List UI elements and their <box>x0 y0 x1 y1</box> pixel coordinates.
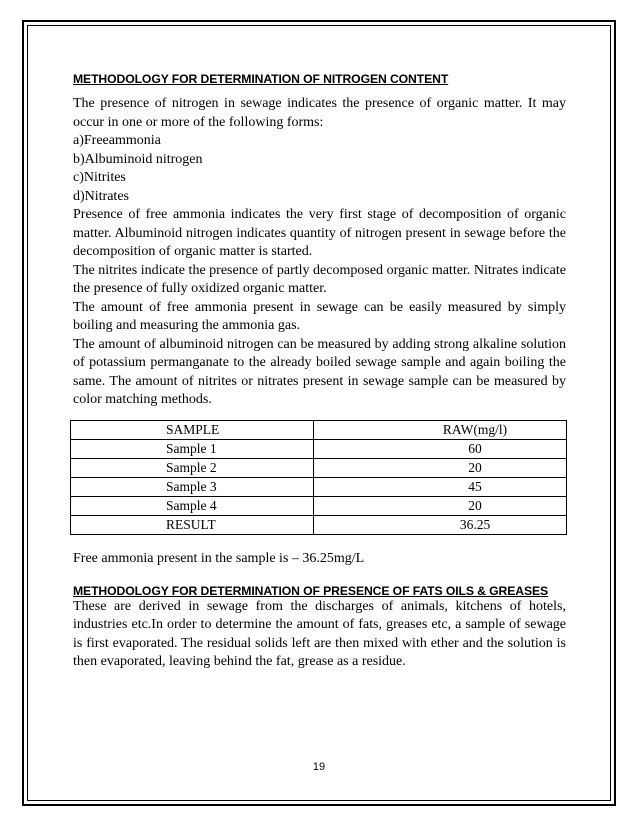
nitrites-paragraph: The nitrites indicate the presence of partly decomposed organic matter. Nitrates indicate the presence of fully oxidized organic matter. <box>73 262 566 296</box>
table-row <box>71 439 567 458</box>
albuminoid-measure-paragraph: The amount of albuminoid nitrogen can be measured by adding strong alkaline solution of potassium permanganate to the already boiled sewage sample and again boiling the same. The amount of nitrites or nitrates present in sewage sample can be measured by color matching methods. <box>73 336 566 407</box>
table-row <box>71 515 567 534</box>
table-row <box>71 458 567 477</box>
list-item: a)Freeammonia <box>73 133 161 148</box>
table-cell: Sample 2 <box>71 458 314 477</box>
fats-paragraph: These are derived in sewage from the discharges of animals, kitchens of hotels, industries etc.In order to determine the amount of fats, greases etc, a sample of sewage is first evaporated. The residual solids left are then mixed with ether and the solution is then evaporated, leaving behind the fat, grease as a residue. <box>73 598 566 669</box>
table-cell: 20 <box>314 458 567 477</box>
intro-paragraph: The presence of nitrogen in sewage indicates the presence of organic matter. It may occur in one or more of the following forms: <box>73 96 566 130</box>
page-number: 19 <box>312 761 326 773</box>
table-cell: Sample 1 <box>71 439 314 458</box>
list-item: d)Nitrates <box>73 188 129 204</box>
result-statement: Free ammonia present in the sample is – 36.25mg/L <box>73 550 365 566</box>
page-content <box>73 72 566 672</box>
list-item: c)Nitrites <box>73 170 126 185</box>
table-cell: 45 <box>314 477 567 496</box>
nitrogen-section <box>73 95 566 410</box>
table-cell: Sample 4 <box>71 496 314 515</box>
list-item: b)Albuminoid nitrogen <box>73 151 203 167</box>
table-row <box>71 496 567 515</box>
table-row <box>71 477 567 496</box>
table-header-cell: SAMPLE <box>71 420 314 439</box>
table-header-cell: RAW(mg/l) <box>314 420 567 439</box>
table-cell: RESULT <box>71 515 314 534</box>
fats-heading: METHODOLOGY FOR DETERMINATION OF PRESENCE OF FATS OILS & GREASES <box>73 583 549 598</box>
nitrogen-heading: METHODOLOGY FOR DETERMINATION OF NITROGEN CONTENT <box>73 72 449 86</box>
table-cell: 60 <box>314 439 567 458</box>
free-ammonia-paragraph: Presence of free ammonia indicates the very first stage of decomposition of organic matter. Albuminoid nitrogen indicates quantity of nitrogen present in sewage before the decomposition of organic matter is started. <box>73 207 566 259</box>
table-cell: 20 <box>314 496 567 515</box>
free-ammonia-measure-paragraph: The amount of free ammonia present in sewage can be easily measured by simply boiling and measuring the ammonia gas. <box>73 299 566 333</box>
sample-table <box>70 420 567 535</box>
table-cell: Sample 3 <box>71 477 314 496</box>
forms-list <box>73 132 566 206</box>
table-header-row <box>71 420 567 439</box>
table-cell: 36.25 <box>314 515 567 534</box>
